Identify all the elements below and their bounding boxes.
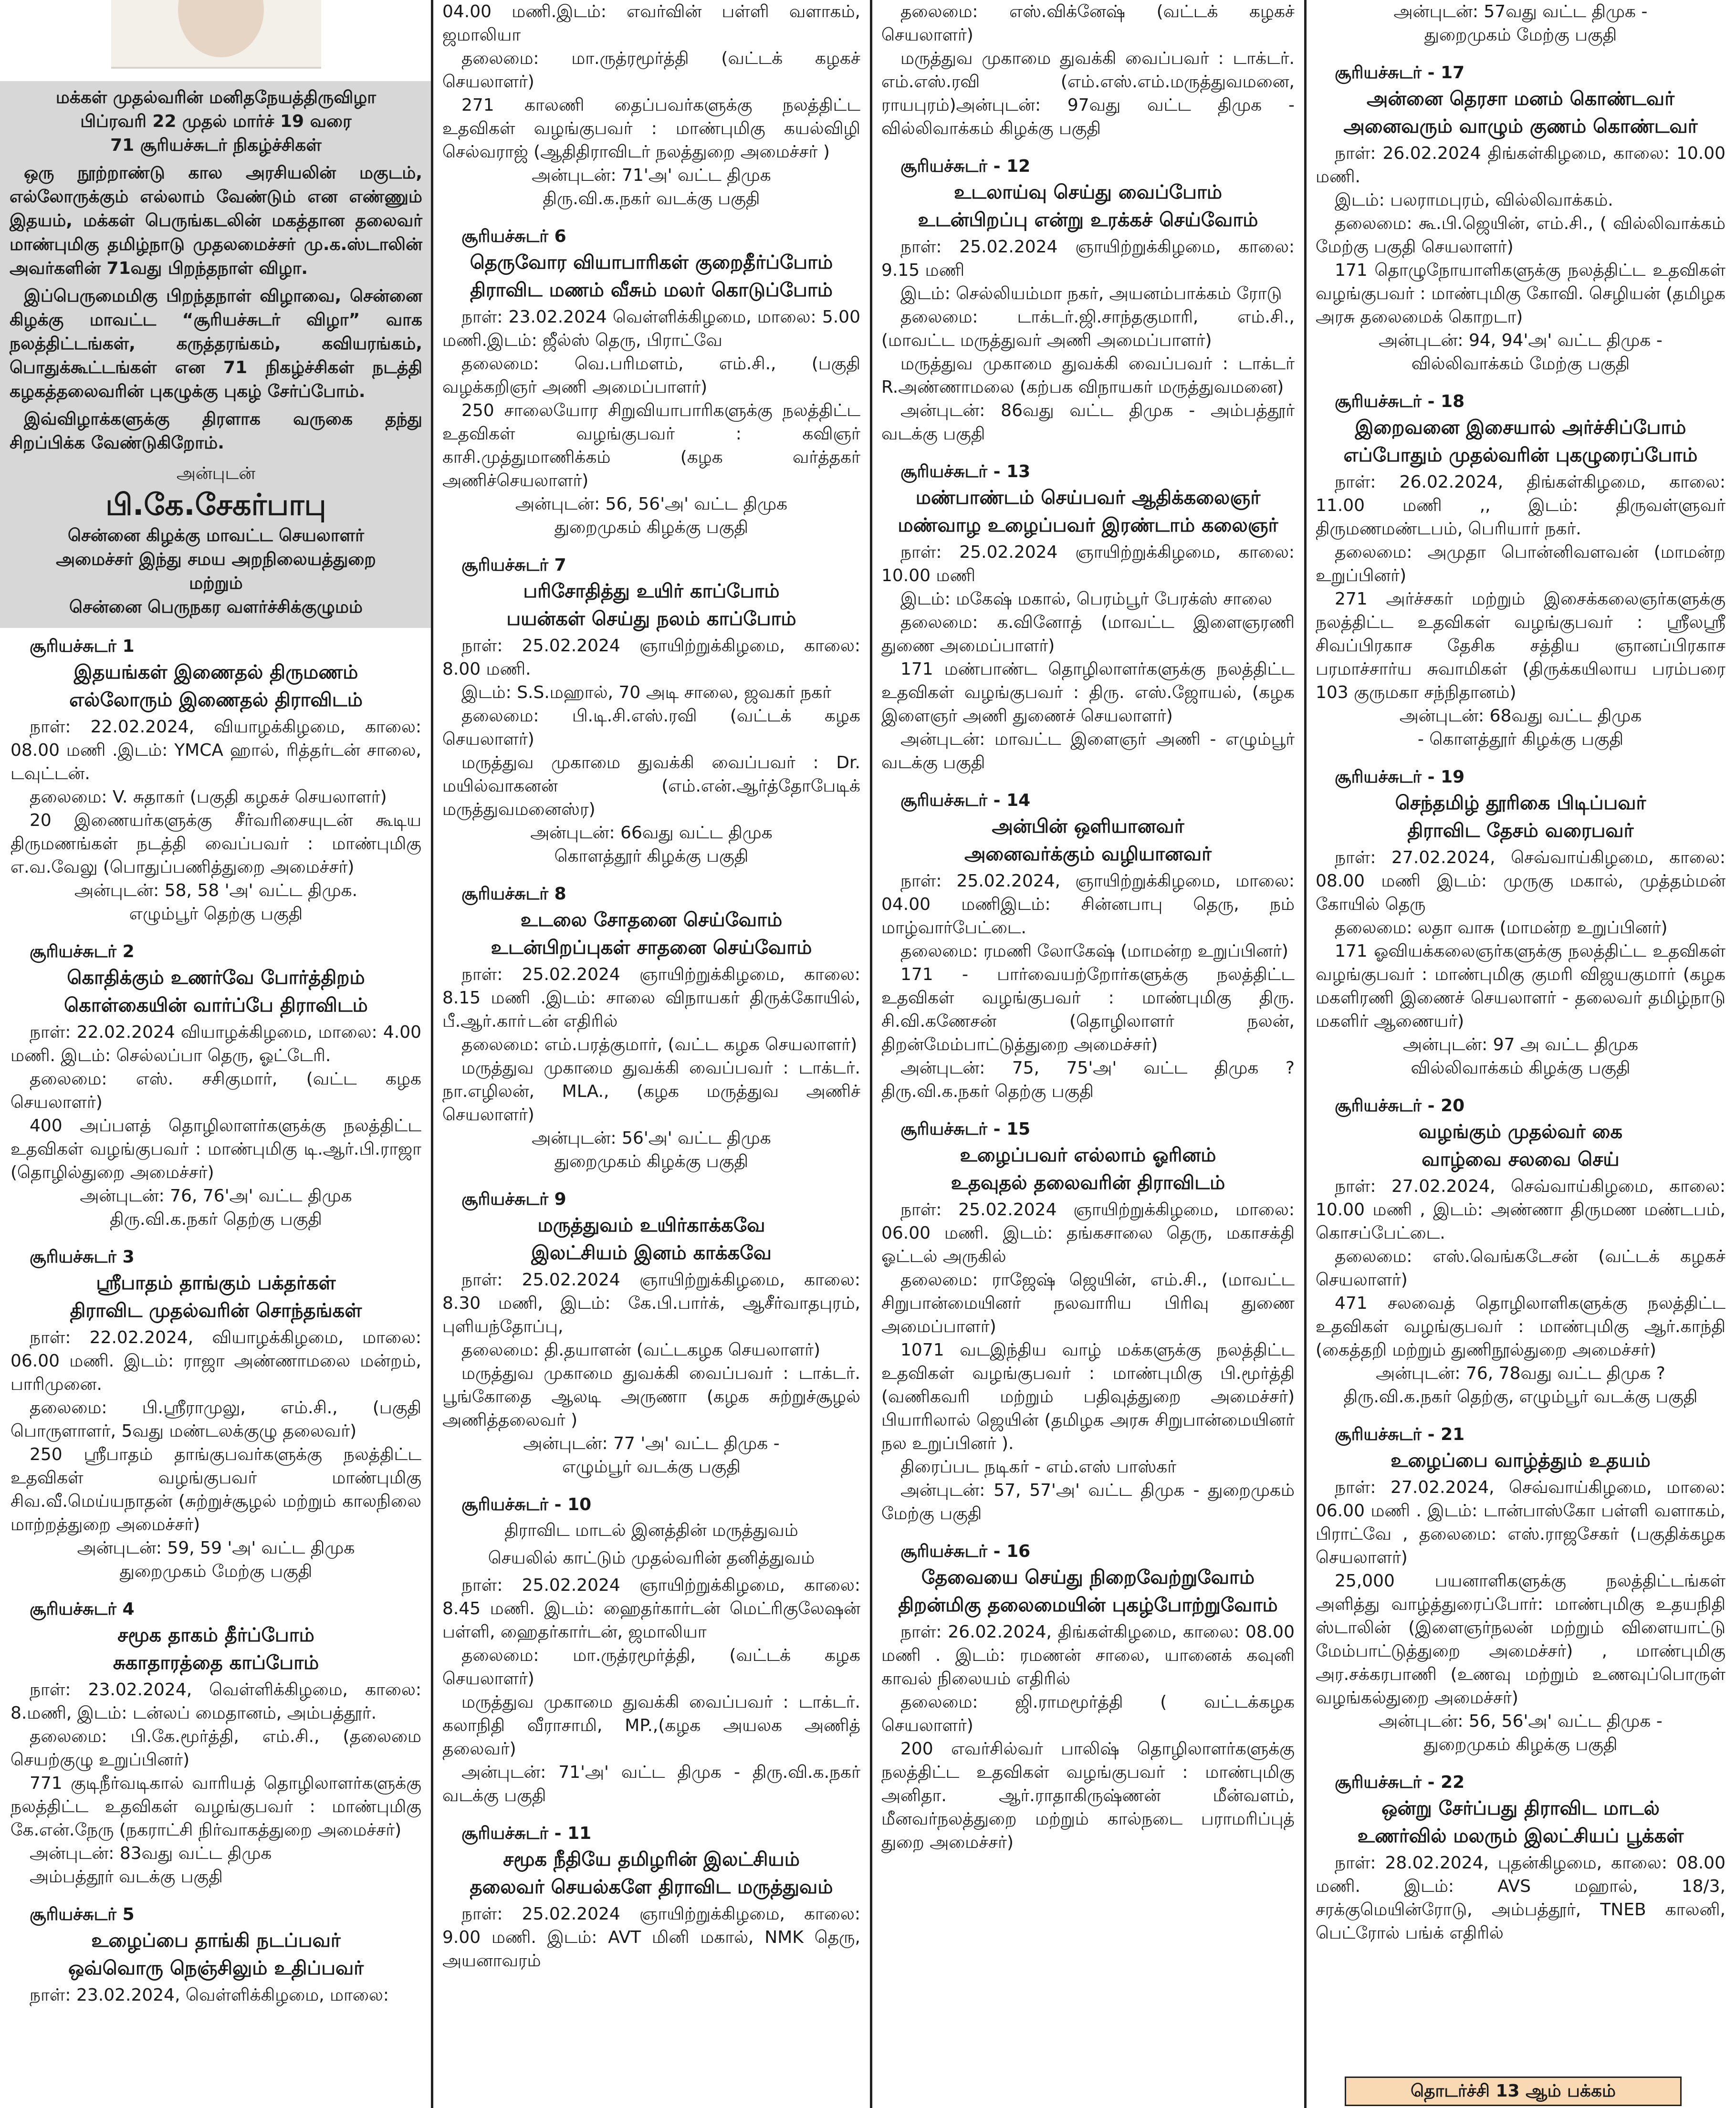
event-detail: மருத்துவ முகாமை துவக்கி வைப்பவர் : டாக்டர். கலாநிதி வீராசாமி, MP.,(கழக அயலக அணித் தலைவர்) [442, 1692, 860, 1759]
event-area: துறைமுகம் கிழக்கு பகுதி [1423, 1735, 1618, 1754]
event-2 [10, 940, 421, 1231]
event-area: துறைமுகம் கிழக்கு பகுதி [554, 1152, 748, 1171]
event-title-2: ஒவ்வொரு நெஞ்சிலும் உதிப்பவர் [68, 1957, 364, 1979]
event-date: நாள்: 27.02.2024, செவ்வாய்கிழமை, மாலை: 06.00 மணி . இடம்: டான்பாஸ்கோ பள்ளி வளாகம், பிராட்வே , தலைமை: எஸ்.ராஜசேகர் (பகுதிக்கழக செயலாளர்) [1316, 1478, 1726, 1567]
event-date: நாள்: 27.02.2024, செவ்வாய்கிழமை, காலை: 10.00 மணி , இடம்: அண்ணா திருமண மண்டபம், கொசப்பேட்டை. [1316, 1177, 1726, 1243]
event-label: சூரியச்சுடர் - 14 [900, 791, 1031, 810]
event-title-2: இலட்சியம் இனம் காக்கவே [531, 1242, 772, 1264]
event-chair: தலைமை: ஜி.ராமமூர்த்தி ( வட்டக்கழக செயலாளர்) [881, 1692, 1295, 1735]
event-8 [442, 882, 860, 1173]
event-title-2: உணர்வில் மலரும் இலட்சியப் பூக்கள் [1357, 1825, 1684, 1847]
event-date: நாள்: 25.02.2024 ஞாயிற்றுக்கிழமை, மாலை: 06.00 மணி. இடம்: தங்கசாலை தெரு, மகாசக்தி ஓட்டல் அருகில் [881, 1200, 1295, 1266]
event-date: நாள்: 25.02.2024 ஞாயிற்றுக்கிழமை, காலை: 8.00 மணி. [442, 636, 860, 679]
event-detail: மருத்துவ முகாமை துவக்கி வைப்பவர் : Dr. மயில்வாகனன் (எம்.என்.ஆர்த்தோபேடிக் மருத்துவமனைஸ்ர) [442, 753, 860, 819]
event-17 [1316, 61, 1726, 376]
carryover-line: 271 காலணி தைப்பவர்களுக்கு நலத்திட்ட உதவிகள் வழங்குபவர் : மாண்புமிகு கயல்விழி செல்வராஜ் (ஆதிதிராவிடர் நலத்துறை அமைச்சர் ) [442, 95, 860, 162]
event-organiser: அன்புடன்: மாவட்ட இளைஞர் அணி - எழும்பூர் வடக்கு பகுதி [881, 730, 1295, 772]
event-7 [442, 553, 860, 868]
carryover-line: துறைமுகம் மேற்கு பகுதி [1424, 25, 1617, 45]
event-title-2: திறன்மிகு தலைமையின் புகழ்போற்றுவோம் [898, 1594, 1278, 1616]
event-13 [881, 460, 1295, 774]
event-14 [881, 789, 1295, 1103]
continuation-box: தொடர்ச்சி 13 ஆம் பக்கம் [1345, 2077, 1682, 2106]
event-label: சூரியச்சுடர் - 13 [900, 462, 1031, 481]
event-organiser: அன்புடன்: 76, 78வது வட்ட திமுக ? [1376, 1364, 1665, 1383]
event-area: அம்பத்தூர் வடக்கு பகுதி [30, 1867, 223, 1887]
event-venue: இடம்: S.S.மஹால், 70 அடி சாலை, ஜவகர் நகர் [461, 683, 832, 702]
event-date: நாள்: 27.02.2024, செவ்வாய்கிழமை, காலை: 08.00 மணி இடம்: முருகு மகால், முத்தம்மன் கோயில் தெரு [1316, 848, 1726, 914]
event-16 [881, 1540, 1295, 1854]
event-label: சூரியச்சுடர் - 15 [900, 1119, 1031, 1139]
event-area: வில்லிவாக்கம் கிழக்கு பகுதி [1411, 1058, 1631, 1078]
event-guest: திரைப்பட நடிகர் - எம்.எஸ் பாஸ்கர் [900, 1457, 1177, 1477]
event-date: நாள்: 22.02.2024, வியாழக்கிழமை, மாலை: 06.00 மணி. இடம்: ராஜா அண்ணாமலை மன்றம், பாரிமுனை. [10, 1328, 421, 1394]
event-detail: 471 சலவைத் தொழிலாளிகளுக்கு நலத்திட்ட உதவிகள் வழங்குபவர் : மாண்புமிகு ஆர்.காந்தி (கைத்தறி மற்றும் துணிநூல்துறை அமைச்சர்) [1316, 1294, 1726, 1360]
event-date: நாள்: 25.02.2024 ஞாயிற்றுக்கிழமை, காலை: 9.15 மணி [881, 237, 1295, 280]
event-title-2: திராவிட முதல்வரின் சொந்தங்கள் [70, 1300, 362, 1322]
event-area: - கொளத்தூர் கிழக்கு பகுதி [1417, 730, 1624, 749]
announcement-box [0, 81, 432, 628]
event-title-1: உழைப்பை வாழ்த்தும் உதயம் [1391, 1450, 1651, 1471]
event-detail: 200 எவர்சில்வர் பாலிஷ் தொழிலாளர்களுக்கு நலத்திட்ட உதவிகள் வழங்குபவர் : மாண்புமிகு அனிதா. ஆர்.ராதாகிருஷ்ணன் மீன்வளம், மீனவர்நலத்துறை மற்றும் கால்நடை பராமரிப்புத் துறை அமைச்சர்) [881, 1739, 1295, 1852]
event-date: நாள்: 22.02.2024, வியாழக்கிழமை, காலை: 08.00 மணி .இடம்: YMCA ஹால், ரித்தர்டன் சாலை, டவுட்டன். [10, 717, 421, 783]
event-title-2: எப்போதும் முதல்வரின் புகழுரைப்போம் [1343, 444, 1698, 466]
event-chair: தலைமை: டாக்டர்.ஜி.சாந்தகுமாரி, எம்.சி., (மாவட்ட மருத்துவர் அணி அமைப்பாளர்) [881, 307, 1295, 350]
event-date: நாள்: 25.02.2024 ஞாயிற்றுக்கிழமை, காலை: 8.45 மணி. இடம்: ஹைதர்கார்டன் மெட்ரிகுலேஷன் பள்ளி, ஹைதர்கார்டன், ஜமாலியா [442, 1576, 860, 1642]
event-detail: மருத்துவ முகாமை துவக்கி வைப்பவர் : டாக்டர். நா.எழிலன், MLA., (கழக மருத்துவ அணிச் செயலாளர்) [442, 1058, 860, 1125]
event-date: நாள்: 25.02.2024 ஞாயிற்றுக்கிழமை, காலை: 10.00 மணி [881, 543, 1295, 585]
signature-role-3: மற்றும் [189, 574, 243, 593]
event-chair: தலைமை: தி.தயாளன் (வட்டகழக செயலாளர்) [461, 1340, 821, 1360]
event-label: சூரியச்சுடர் 4 [30, 1599, 135, 1619]
event-title-2: வாழ்வை சலவை செய் [1422, 1148, 1620, 1170]
carryover-line: மருத்துவ முகாமை துவக்கி வைப்பவர் : டாக்டர். எம்.எஸ்.ரவி (எம்.எஸ்.எம்.மருத்துவமனை, ராயபுரம்)அன்புடன்: 97வது வட்ட திமுக - வில்லிவாக்கம் கிழக்கு பகுதி [881, 49, 1295, 138]
carryover-line: தலைமை: மா.ருத்ரமூர்த்தி (வட்டக் கழகச் செயலாளர்) [442, 49, 860, 92]
event-detail: 1071 வடஇந்திய வாழ் மக்களுக்கு நலத்திட்ட உதவிகள் வழங்குபவர் : மாண்புமிகு பி.மூர்த்தி (வணிகவரி மற்றும் பதிவுத்துறை அமைச்சர்) பியாரிலால் ஜெயின் (தமிழக அரசு சிறுபான்மையினர் நல உறுப்பினர் ). [881, 1340, 1295, 1453]
event-12 [881, 155, 1295, 446]
event-title-1: வழங்கும் முதல்வர் கை [1418, 1121, 1623, 1143]
event-venue: இடம்: செல்லியம்மா நகர், அயனம்பாக்கம் ரோடு [900, 284, 1282, 303]
event-title-1: சமூக தாகம் தீர்ப்போம் [117, 1624, 314, 1646]
event-title-1: தெருவோர வியாபாரிகள் குறைதீர்ப்போம் [470, 251, 833, 273]
event-title-2: பயன்கள் செய்து நலம் காப்போம் [506, 608, 796, 630]
event-title-1: அன்னை தெரசா மனம் கொண்டவர் [1366, 88, 1675, 110]
event-carryover [881, 0, 1295, 140]
event-area: திரு.வி.க.நகர் தெற்கு பகுதி [110, 1210, 322, 1229]
carryover-line: தலைமை: எஸ்.விக்னேஷ் (வட்டக் கழகச் செயலாளர்) [881, 2, 1295, 45]
event-label: சூரியச்சுடர் 1 [30, 637, 135, 656]
event-date: நாள்: 23.02.2024, வெள்ளிக்கிழமை, காலை: 8.மணி, இடம்: டன்லப் மைதானம், அம்பத்தூர். [10, 1680, 421, 1723]
event-title-2: திராவிட தேசம் வரைபவர் [1407, 820, 1634, 842]
event-label: சூரியச்சுடர் - 22 [1335, 1773, 1465, 1792]
column-2 [432, 0, 871, 2108]
event-title-1: இதயங்கள் இணைதல் திருமணம் [73, 661, 358, 683]
event-area: எழும்பூர் வடக்கு பகுதி [562, 1457, 741, 1477]
event-chair: தலைமை: எம்.பரத்குமார், (வட்ட கழக செயலாளர்) [461, 1035, 858, 1054]
event-label: சூரியச்சுடர் - 21 [1335, 1425, 1465, 1444]
event-venue: இடம்: பலராமபுரம், வில்லிவாக்கம். [1335, 190, 1613, 210]
event-title-1: சமூக நீதியே தமிழரின் இலட்சியம் [503, 1848, 800, 1870]
signature-greeting: அன்புடன் [176, 464, 256, 483]
event-detail: 250 ஸ்ரீபாதம் தாங்குபவர்களுக்கு நலத்திட்ட உதவிகள் வழங்குபவர் மாண்புமிகு சிவ.வீ.மெய்யநாதன் (சுற்றுச்சூழல் மற்றும் காலநிலை மாற்றத்துறை அமைச்சர்) [10, 1445, 421, 1534]
event-title-1: மண்பாண்டம் செய்பவர் ஆதிக்கலைஞர் [915, 487, 1261, 509]
event-label: சூரியச்சுடர் - 20 [1335, 1096, 1465, 1116]
event-detail: 171 தொழுநோயாளிகளுக்கு நலத்திட்ட உதவிகள் வழங்குபவர் : மாண்புமிகு கோவி. செழியன் (தமிழக அரசு தலைமைக் கொறடா) [1316, 261, 1726, 327]
event-date: நாள்: 23.02.2024 வெள்ளிக்கிழமை, மாலை: 5.00 மணி.இடம்: ஜீல்ஸ் தெரு, பிராட்வே [442, 307, 860, 350]
event-title-2: எல்லோரும் இணைதல் திராவிடம் [69, 689, 363, 711]
event-title-1: கொதிக்கும் உணர்வே போர்த்திறம் [67, 967, 365, 989]
event-chair: தலைமை: ராஜேஷ் ஜெயின், எம்.சி., (மாவட்ட சிறுபான்மையினர் நலவாரிய பிரிவு துணை அமைப்பாளர்) [881, 1270, 1295, 1336]
event-20 [1316, 1094, 1726, 1409]
event-date: நாள்: 22.02.2024 வியாழக்கிழமை, மாலை: 4.00 மணி. இடம்: செல்லப்பா தெரு, ஓட்டேரி. [10, 1023, 421, 1065]
event-detail: மருத்துவ முகாமை துவக்கி வைப்பவர் : டாக்டர். பூங்கோதை ஆலடி அருணா (கழக சுற்றுச்சூழல் அணித்தலைவர் ) [442, 1364, 860, 1430]
event-title-1: ஸ்ரீபாதம் தாங்கும் பக்தர்கள் [96, 1272, 336, 1294]
event-organiser: அன்புடன்: 83வது வட்ட திமுக [30, 1844, 272, 1863]
announcement-para-3: இவ்விழாக்களுக்கு திரளாக வருகை தந்து சிறப்பிக்க வேண்டுகிறோம். [10, 409, 422, 453]
event-label: சூரியச்சுடர் - 12 [900, 157, 1031, 176]
event-organiser: அன்புடன்: 57, 57'அ' வட்ட திமுக - துறைமுகம் மேற்கு பகுதி [881, 1481, 1295, 1524]
event-organiser: அன்புடன்: 77 'அ' வட்ட திமுக - [523, 1434, 780, 1453]
event-18 [1316, 390, 1726, 751]
event-area: வில்லிவாக்கம் மேற்கு பகுதி [1411, 354, 1630, 374]
event-organiser: அன்புடன்: 75, 75'அ' வட்ட திமுக ? திரு.வி.க.நகர் தெற்கு பகுதி [881, 1058, 1295, 1101]
event-title-1: பரிசோதித்து உயிர் காப்போம் [523, 580, 780, 602]
event-15 [881, 1117, 1295, 1525]
event-area: கொளத்தூர் கிழக்கு பகுதி [554, 846, 749, 866]
event-title-2: அனைவரும் வாழும் குணம் கொண்டவர் [1343, 115, 1698, 137]
event-chair: தலைமை: எஸ்.வெங்கடேசன் (வட்டக் கழகச் செயலாளர்) [1316, 1247, 1726, 1290]
event-6 [442, 225, 860, 539]
event-detail: 171 - பார்வையற்றோர்களுக்கு நலத்திட்ட உதவிகள் வழங்குபவர் : மாண்புமிகு திரு. சி.வி.கணேசன் (தொழிலாளர் நலன், திறன்மேம்பாட்டுத்துறை அமைச்சர்) [881, 965, 1295, 1054]
signature-name: பி.கே.சேகர்பாபு [105, 487, 326, 522]
event-title-2: செயலில் காட்டும் முதல்வரின் தனித்துவம் [488, 1548, 815, 1568]
event-venue: இடம்: மகேஷ் மகால், பெரம்பூர் பேரக்ஸ் சாலை [900, 589, 1272, 609]
event-5 [10, 1903, 421, 2007]
event-19 [1316, 765, 1726, 1080]
event-date: நாள்: 28.02.2024, புதன்கிழமை, காலை: 08.00 மணி. இடம்: AVS மஹால், 18/3, சரக்குமெயின்ரோடு, அம்பத்தூர், TNEB காலனி, பெட்ரோல் பங்க் எதிரில் [1316, 1853, 1726, 1943]
signature-role-1: சென்னை கிழக்கு மாவட்ட செயலாளர் [67, 526, 365, 545]
column-1 [0, 0, 432, 2108]
event-title-1: தேவையை செய்து நிறைவேற்றுவோம் [921, 1566, 1255, 1588]
event-chair: தலைமை: எஸ். சசிகுமார், (வட்ட கழக செயலாளர்) [10, 1069, 421, 1112]
event-label: சூரியச்சுடர் 2 [30, 942, 135, 961]
event-22 [1316, 1771, 1726, 1945]
event-10 [442, 1493, 860, 1807]
column-4 [1305, 0, 1736, 2108]
event-area: துறைமுகம் கிழக்கு பகுதி [554, 518, 748, 537]
leader-photo [111, 0, 321, 69]
event-chair: தலைமை: வெ.பரிமளம், எம்.சி., (பகுதி வழக்கறிஞர் அணி அமைப்பாளர்) [442, 354, 860, 397]
event-date: நாள்: 26.02.2024, திங்கள்கிழமை, காலை: 11.00 மணி ,, இடம்: திருவள்ளுவர் திருமணமண்டபம், பெரியார் நகர். [1316, 472, 1726, 539]
event-title-1: ஒன்று சேர்ப்பது திராவிட மாடல் [1381, 1797, 1660, 1819]
event-title-2: கொள்கையின் வார்ப்பே திராவிடம் [64, 994, 368, 1016]
announcement-count: 71 சூரியச்சுடர் நிகழ்ச்சிகள் [110, 136, 322, 155]
event-date: நாள்: 26.02.2024, திங்கள்கிழமை, காலை: 08.00 மணி . இடம்: ரமணன் சாலை, யானைக் கவுனி காவல் நிலையம் எதிரில் [881, 1622, 1295, 1689]
event-title-1: உடலை சோதனை செய்வோம் [520, 909, 783, 931]
event-detail: 250 சாலையோர சிறுவியாபாரிகளுக்கு நலத்திட்ட உதவிகள் வழங்குபவர் : கவிஞர் காசி.முத்துமாணிக்கம் (கழக வர்த்தகர் அணிச்செயலாளர்) [442, 401, 860, 490]
event-detail: 20 இணையர்களுக்கு சீர்வரிசையுடன் கூடிய திருமணங்கள் நடத்தி வைப்பவர் : மாண்புமிகு எ.வ.வேலு (பொதுப்பணித்துறை அமைச்சர்) [10, 811, 421, 877]
event-organiser: அன்புடன்: 68வது வட்ட திமுக [1399, 706, 1642, 726]
event-organiser: அன்புடன்: 97 அ வட்ட திமுக [1402, 1035, 1639, 1054]
event-chair: தலைமை: V. சுதாகர் (பகுதி கழகச் செயலாளர்) [30, 787, 387, 807]
event-label: சூரியச்சுடர் 5 [30, 1905, 135, 1924]
carryover-line: அன்புடன்: 57வது வட்ட திமுக - [1393, 2, 1648, 21]
event-date: நாள்: 25.02.2024, ஞாயிற்றுக்கிழமை, மாலை: 04.00 மணிஇடம்: சின்னபாபு தெரு, நம் மாழ்வார்பேட்டை. [881, 871, 1295, 938]
event-4 [10, 1597, 421, 1889]
event-detail: 171 ஓவியக்கலைஞர்களுக்கு நலத்திட்ட உதவிகள் வழங்குபவர் : மாண்புமிகு குமரி விஜயகுமார் (கழக மகளிரணி இணைச் செயலாளர் - தலைவர் தமிழ்நாடு மகளிர் ஆணையர்) [1316, 941, 1726, 1031]
event-chair: தலைமை: பி.டி.சி.எஸ்.ரவி (வட்டக் கழக செயலாளர்) [442, 706, 860, 749]
event-11 [442, 1822, 860, 1972]
column-3 [871, 0, 1305, 2108]
event-title-2: சுகாதாரத்தை காப்போம் [113, 1652, 319, 1674]
event-date: நாள்: 25.02.2024 ஞாயிற்றுக்கிழமை, காலை: 8.15 மணி .இடம்: சாலை விநாயகர் திருக்கோயில், பீ.ஆர்.காா்டன் எதிரில் [442, 965, 860, 1031]
announcement-heading: மக்கள் முதல்வரின் மனிதநேயத்திருவிழா [55, 88, 376, 107]
event-label: சூரியச்சுடர் - 16 [900, 1542, 1031, 1561]
event-3 [10, 1245, 421, 1583]
signature-role-4: சென்னை பெருநகர வளர்ச்சிக்குழுமம் [69, 597, 363, 617]
event-organiser: அன்புடன்: 71'அ' வட்ட திமுக - திரு.வி.க.நகர் வடக்கு பகுதி [442, 1763, 860, 1805]
event-title-1: இறைவனை இசையால் அர்ச்சிப்போம் [1355, 417, 1686, 438]
event-detail: 171 மண்பாண்ட தொழிலாளர்களுக்கு நலத்திட்ட உதவிகள் வழங்குபவர் : திரு. எஸ்.ஜோயல், (கழக இளைஞர் அணி துணைச் செயலாளர்) [881, 659, 1295, 726]
event-organiser: அன்புடன்: 94, 94'அ' வட்ட திமுக - [1379, 331, 1663, 350]
event-label: சூரியச்சுடர் - 17 [1335, 63, 1465, 83]
announcement-para-2: இப்பெருமைமிகு பிறந்தநாள் விழாவை, சென்னை கிழக்கு மாவட்ட “சூரியச்சுடர் விழா” வாக நலத்திட்டங்கள், கருத்தரங்கம், கவியரங்கம், பொதுக்கூட்டங்கள் என 71 நிகழ்ச்சிகள் நடத்தி கழகத்தலைவரின் புகழுக்கு புகழ் சேர்ப்போம். [10, 286, 422, 401]
event-chair: தலைமை: மா.ருத்ரமூர்த்தி, (வட்டக் கழக செயலாளர்) [442, 1646, 860, 1689]
event-title-2: உடன்பிறப்பு என்று உரக்கச் செய்வோம் [918, 209, 1258, 231]
event-1 [10, 635, 421, 926]
signature-role-2: அமைச்சர் இந்து சமய அறநிலையத்துறை [56, 550, 376, 569]
event-title-2: உடன்பிறப்புகள் சாதனை செய்வோம் [491, 937, 812, 959]
event-label: சூரியச்சுடர் - 11 [461, 1824, 592, 1843]
event-title-1: உழைப்பை தாங்கி நடப்பவர் [91, 1930, 341, 1951]
event-area: துறைமுகம் மேற்கு பகுதி [119, 1562, 313, 1581]
event-detail: 25,000 பயனாளிகளுக்கு நலத்திட்டங்கள் அளித்து வாழ்த்துரைப்போர்: மாண்புமிகு உதயநிதி ஸ்டாலின் (இளைஞர்நலன் மற்றும் விளையாட்டு மேம்பாட்டுத்துறை அமைச்சர்) , மாண்புமிகு அர.சக்கரபாணி (உணவு மற்றும் உணவுப்பொருள் வழங்கல்துறை அமைச்சர்) [1316, 1571, 1726, 1708]
event-chair: தலைமை: லதா வாசு (மாமன்ற உறுப்பினர்) [1335, 918, 1668, 938]
event-area: திரு.வி.க.நகர் தெற்கு, எழும்பூர் வடக்கு பகுதி [1343, 1387, 1698, 1407]
event-title-2: திராவிட மணம் வீசும் மலர் கொடுப்போம் [470, 279, 833, 301]
event-label: சூரியச்சுடர் - 19 [1335, 767, 1465, 787]
event-label: சூரியச்சுடர் 3 [30, 1247, 135, 1267]
event-chair: தலைமை: கூ.பி.ஜெயின், எம்.சி., ( வில்லிவாக்கம் மேற்கு பகுதி செயலாளர்) [1316, 214, 1726, 257]
carryover-line: திரு.வி.க.நகர் வடக்கு பகுதி [543, 189, 760, 209]
event-detail: மருத்துவ முகாமை துவக்கி வைப்பவர் : டாக்டர் R.அண்ணாமலை (கற்பக விநாயகர் மருத்துவமனை) [881, 354, 1295, 397]
event-organiser: அன்புடன்: 76, 76'அ' வட்ட திமுக [80, 1186, 352, 1206]
event-chair: தலைமை: பி.ஸ்ரீராமுலு, எம்.சி., (பகுதி பொருளாளர், 5வது மண்டலக்குழு தலைவர்) [10, 1398, 421, 1441]
event-title-1: அன்பின் ஒளியானவர் [992, 815, 1184, 837]
announcement-dates: பிப்ரவரி 22 முதல் மார்ச் 19 வரை [80, 112, 352, 131]
event-detail: 771 குடிநீர்வடிகால் வாரியத் தொழிலாளர்களுக்கு நலத்திட்ட உதவிகள் வழங்குபவர் : மாண்புமிகு கே.என்.நேரு (நகராட்சி நிர்வாகத்துறை அமைச்சர்) [10, 1774, 421, 1840]
event-chair: தலைமை: அமுதா பொன்னிவளவன் (மாமன்ற உறுப்பினர்) [1316, 543, 1726, 585]
event-title-1: திராவிட மாடல் இனத்தின் மருத்துவம் [504, 1521, 798, 1540]
event-organiser: அன்புடன்: 59, 59 'அ' வட்ட திமுக [77, 1538, 355, 1558]
event-title-1: உடலாய்வு செய்து வைப்போம் [953, 181, 1223, 203]
event-detail: 400 அப்பளத் தொழிலாளர்களுக்கு நலத்திட்ட உதவிகள் வழங்குபவர் : மாண்புமிகு டி.ஆர்.பி.ராஜா (தொழில்துறை அமைச்சர்) [10, 1116, 421, 1182]
event-label: சூரியச்சுடர் 7 [461, 555, 566, 575]
event-organiser: அன்புடன்: 56, 56'அ' வட்ட திமுக - [1379, 1711, 1663, 1731]
event-organiser: அன்புடன்: 58, 58 'அ' வட்ட திமுக. [74, 881, 358, 900]
event-organiser: அன்புடன்: 66வது வட்ட திமுக [530, 823, 773, 843]
event-title-2: மண்வாழ உழைப்பவர் இரண்டாம் கலைஞர் [898, 514, 1278, 536]
event-title-1: மருத்துவம் உயிர்காக்கவே [537, 1214, 765, 1236]
event-chair: தலைமை: க.வினோத் (மாவட்ட இளைஞரணி துணை அமைப்பாளர்) [881, 613, 1295, 656]
event-organiser: அன்புடன்: 86வது வட்ட திமுக - அம்பத்தூர் வடக்கு பகுதி [881, 401, 1295, 444]
event-9 [442, 1188, 860, 1479]
event-label: சூரியச்சுடர் - 10 [461, 1495, 592, 1514]
event-title-2: தலைவர் செயல்களே திராவிட மருத்துவம் [470, 1876, 833, 1898]
event-chair: தலைமை: பி.கே.மூர்த்தி, எம்.சி., (தலைமை செயற்குழு உறுப்பினர்) [10, 1727, 421, 1770]
event-21 [1316, 1423, 1726, 1756]
event-carryover [1316, 0, 1726, 47]
event-carryover [442, 0, 860, 210]
event-detail: 271 அர்ச்சகர் மற்றும் இசைக்கலைஞர்களுக்கு நலத்திட்ட உதவிகள் வழங்குபவர் : ஸ்ரீலஸ்ரீ சிவப்பிரகாச தேசிக சத்திய ஞானப்பிரகாச பரமாச்சார்ய சுவாமிகள் (திருக்கயிலாய பரம்பரை 103 குருமகா சந்நிதானம்) [1316, 589, 1726, 702]
event-label: சூரியச்சுடர் 8 [461, 884, 566, 904]
event-label: சூரியச்சுடர் 6 [461, 227, 566, 246]
event-date: நாள்: 23.02.2024, வெள்ளிக்கிழமை, மாலை: [30, 1985, 389, 2005]
event-date: நாள்: 26.02.2024 திங்கள்கிழமை, காலை: 10.00 மணி. [1316, 144, 1726, 187]
announcement-para-1: ஒரு நூற்றாண்டு கால அரசியலின் மகுடம், எல்லோருக்கும் எல்லாம் வேண்டும் என எண்ணும் இதயம், மக்கள் பெருங்கடலின் மகத்தான தலைவர் மாண்புமிகு தமிழ்நாடு முதலமைச்சர் மு.க.ஸ்டாலின் அவர்களின் 71வது பிறந்தநாள் விழா. [10, 163, 422, 278]
event-label: சூரியச்சுடர் - 18 [1335, 392, 1465, 411]
event-date: நாள்: 25.02.2024 ஞாயிற்றுக்கிழமை, காலை: 8.30 மணி, இடம்: கே.பி.பார்க், ஆசீர்வாதபுரம், புளியந்தோப்பு, [442, 1270, 860, 1336]
event-title-1: செந்தமிழ் தூரிகை பிடிப்பவர் [1395, 792, 1646, 814]
event-label: சூரியச்சுடர் 9 [461, 1190, 566, 1209]
event-chair: தலைமை: ரமணி லோகேஷ் (மாமன்ற உறுப்பினர்) [900, 941, 1288, 961]
event-area: எழும்பூர் தெற்கு பகுதி [129, 904, 303, 924]
event-organiser: அன்புடன்: 56, 56'அ' வட்ட திமுக [515, 494, 788, 514]
event-date: நாள்: 25.02.2024 ஞாயிற்றுக்கிழமை, காலை: 9.00 மணி. இடம்: AVT மினி மகால், NMK தெரு, அயனாவரம் [442, 1904, 860, 1971]
carryover-line: 04.00 மணி.இடம்: எவர்வின் பள்ளி வளாகம், ஜமாலியா [442, 2, 860, 45]
event-title-2: உதவுதல் தலைவரின் திராவிடம் [951, 1172, 1225, 1194]
carryover-line: அன்புடன்: 71'அ' வட்ட திமுக [532, 166, 771, 185]
event-organiser: அன்புடன்: 56'அ' வட்ட திமுக [532, 1128, 771, 1148]
event-title-1: உழைப்பவர் எல்லாம் ஓரினம் [960, 1144, 1216, 1166]
event-title-2: அனைவர்க்கும் வழியானவர் [964, 843, 1212, 865]
